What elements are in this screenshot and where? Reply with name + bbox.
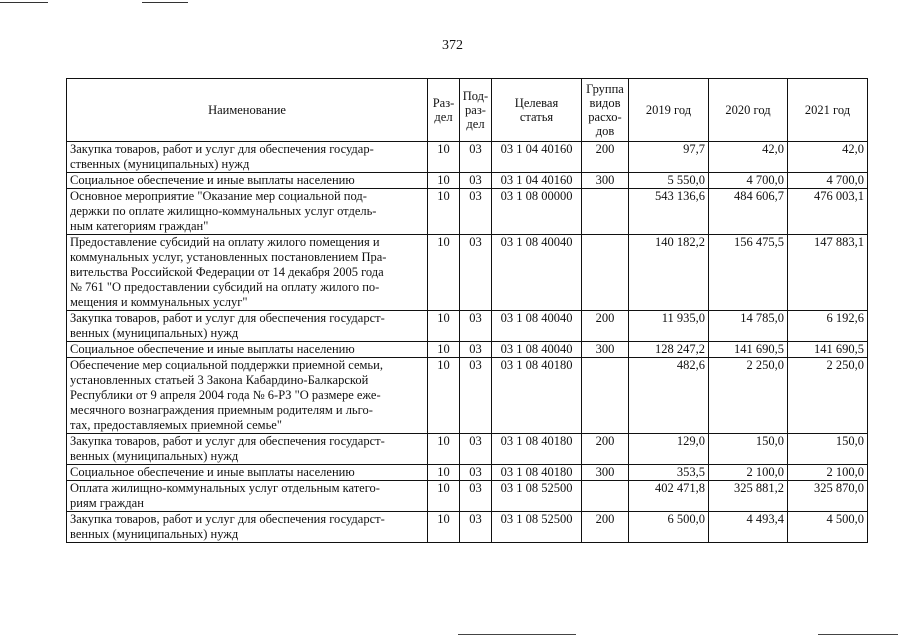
table-row [67, 311, 868, 342]
row-group [582, 235, 629, 311]
row-section: 10 [428, 358, 460, 434]
row-subsection: 03 [460, 142, 492, 173]
row-target: 03 1 08 40180 [492, 358, 582, 434]
row-target: 03 1 04 40160 [492, 173, 582, 189]
row-group: 300 [582, 465, 629, 481]
scan-artifact-line [142, 2, 188, 3]
row-section: 10 [428, 342, 460, 358]
header-subsection: Под- раз- дел [460, 79, 492, 142]
table-row [67, 465, 868, 481]
row-name: Основное мероприятие "Оказание мер социальной под- держки по оплате жилищно-коммунальных услуг отдель- ным категориям граждан" [67, 189, 428, 235]
row-name: Оплата жилищно-коммунальных услуг отдельным катего- риям граждан [67, 481, 428, 512]
row-2021: 141 690,5 [788, 342, 868, 358]
row-target: 03 1 08 40040 [492, 311, 582, 342]
row-name: Социальное обеспечение и иные выплаты населению [67, 342, 428, 358]
row-2020: 484 606,7 [709, 189, 788, 235]
row-2019: 402 471,8 [629, 481, 709, 512]
header-name: Наименование [67, 79, 428, 142]
row-group: 200 [582, 142, 629, 173]
row-2019: 129,0 [629, 434, 709, 465]
row-2020: 141 690,5 [709, 342, 788, 358]
row-subsection: 03 [460, 173, 492, 189]
row-2021: 476 003,1 [788, 189, 868, 235]
header-2019: 2019 год [629, 79, 709, 142]
row-target: 03 1 08 40180 [492, 434, 582, 465]
row-group: 200 [582, 512, 629, 543]
row-2021: 150,0 [788, 434, 868, 465]
table-row [67, 358, 868, 434]
row-subsection: 03 [460, 512, 492, 543]
row-group: 300 [582, 173, 629, 189]
row-section: 10 [428, 512, 460, 543]
row-target: 03 1 08 40040 [492, 342, 582, 358]
row-section: 10 [428, 311, 460, 342]
row-2020: 4 493,4 [709, 512, 788, 543]
row-group: 200 [582, 434, 629, 465]
header-2021: 2021 год [788, 79, 868, 142]
table-row [67, 481, 868, 512]
row-subsection: 03 [460, 189, 492, 235]
row-name: Социальное обеспечение и иные выплаты населению [67, 173, 428, 189]
row-2020: 4 700,0 [709, 173, 788, 189]
row-group [582, 358, 629, 434]
table-row [67, 512, 868, 543]
row-group: 300 [582, 342, 629, 358]
row-subsection: 03 [460, 235, 492, 311]
header-expense-group: Группа видов расхо- дов [582, 79, 629, 142]
row-target: 03 1 08 52500 [492, 481, 582, 512]
row-target: 03 1 08 40180 [492, 465, 582, 481]
row-2020: 325 881,2 [709, 481, 788, 512]
table-row [67, 235, 868, 311]
row-2019: 5 550,0 [629, 173, 709, 189]
header-target-article: Целевая статья [492, 79, 582, 142]
budget-table [66, 78, 868, 543]
row-subsection: 03 [460, 434, 492, 465]
row-section: 10 [428, 235, 460, 311]
row-name: Закупка товаров, работ и услуг для обеспечения государст- венных (муниципальных) нужд [67, 434, 428, 465]
row-target: 03 1 08 00000 [492, 189, 582, 235]
row-2021: 325 870,0 [788, 481, 868, 512]
row-2021: 147 883,1 [788, 235, 868, 311]
scan-artifact-line [458, 634, 576, 635]
row-name: Закупка товаров, работ и услуг для обеспечения государст- венных (муниципальных) нужд [67, 512, 428, 543]
row-2020: 2 250,0 [709, 358, 788, 434]
row-2021: 4 700,0 [788, 173, 868, 189]
row-subsection: 03 [460, 481, 492, 512]
table-row [67, 142, 868, 173]
table-header-row [67, 79, 868, 142]
table-row [67, 189, 868, 235]
row-2020: 2 100,0 [709, 465, 788, 481]
row-2019: 482,6 [629, 358, 709, 434]
row-2019: 128 247,2 [629, 342, 709, 358]
row-name: Предоставление субсидий на оплату жилого помещения и коммунальных услуг, установленных постановлением Пра- вительства Российской Федерации от 14 декабря 2005 года № 761 "О предоставлении субсидий на оплату жилого по- мещения и коммунальных услуг" [67, 235, 428, 311]
row-subsection: 03 [460, 311, 492, 342]
page-number: 372 [442, 38, 463, 53]
header-section: Раз- дел [428, 79, 460, 142]
row-2021: 6 192,6 [788, 311, 868, 342]
row-target: 03 1 04 40160 [492, 142, 582, 173]
row-section: 10 [428, 465, 460, 481]
row-2021: 2 250,0 [788, 358, 868, 434]
row-section: 10 [428, 481, 460, 512]
row-section: 10 [428, 189, 460, 235]
row-2020: 42,0 [709, 142, 788, 173]
row-2020: 156 475,5 [709, 235, 788, 311]
table-row [67, 173, 868, 189]
row-group [582, 481, 629, 512]
row-subsection: 03 [460, 358, 492, 434]
row-name: Закупка товаров, работ и услуг для обеспечения государст- венных (муниципальных) нужд [67, 311, 428, 342]
header-2020: 2020 год [709, 79, 788, 142]
row-group: 200 [582, 311, 629, 342]
row-section: 10 [428, 434, 460, 465]
row-subsection: 03 [460, 342, 492, 358]
row-2019: 97,7 [629, 142, 709, 173]
row-name: Обеспечение мер социальной поддержки приемной семьи, установленных статьей 3 Закона Кабардино-Балкарской Республики от 9 апреля 2004 года № 6-РЗ "О размере еже- месячного вознаграждения приемным родителям и льго- тах, предоставляемых приемной семье" [67, 358, 428, 434]
table-row [67, 342, 868, 358]
row-section: 10 [428, 142, 460, 173]
row-target: 03 1 08 52500 [492, 512, 582, 543]
scan-artifact-line [818, 634, 898, 635]
table-row [67, 434, 868, 465]
row-2019: 140 182,2 [629, 235, 709, 311]
row-2019: 543 136,6 [629, 189, 709, 235]
row-target: 03 1 08 40040 [492, 235, 582, 311]
row-name: Социальное обеспечение и иные выплаты населению [67, 465, 428, 481]
row-2019: 6 500,0 [629, 512, 709, 543]
row-2020: 14 785,0 [709, 311, 788, 342]
row-section: 10 [428, 173, 460, 189]
row-group [582, 189, 629, 235]
row-2021: 42,0 [788, 142, 868, 173]
row-2021: 2 100,0 [788, 465, 868, 481]
row-2021: 4 500,0 [788, 512, 868, 543]
row-subsection: 03 [460, 465, 492, 481]
row-2019: 11 935,0 [629, 311, 709, 342]
row-2020: 150,0 [709, 434, 788, 465]
row-2019: 353,5 [629, 465, 709, 481]
row-name: Закупка товаров, работ и услуг для обеспечения государ- ственных (муниципальных) нужд [67, 142, 428, 173]
scan-artifact-line [0, 2, 48, 3]
